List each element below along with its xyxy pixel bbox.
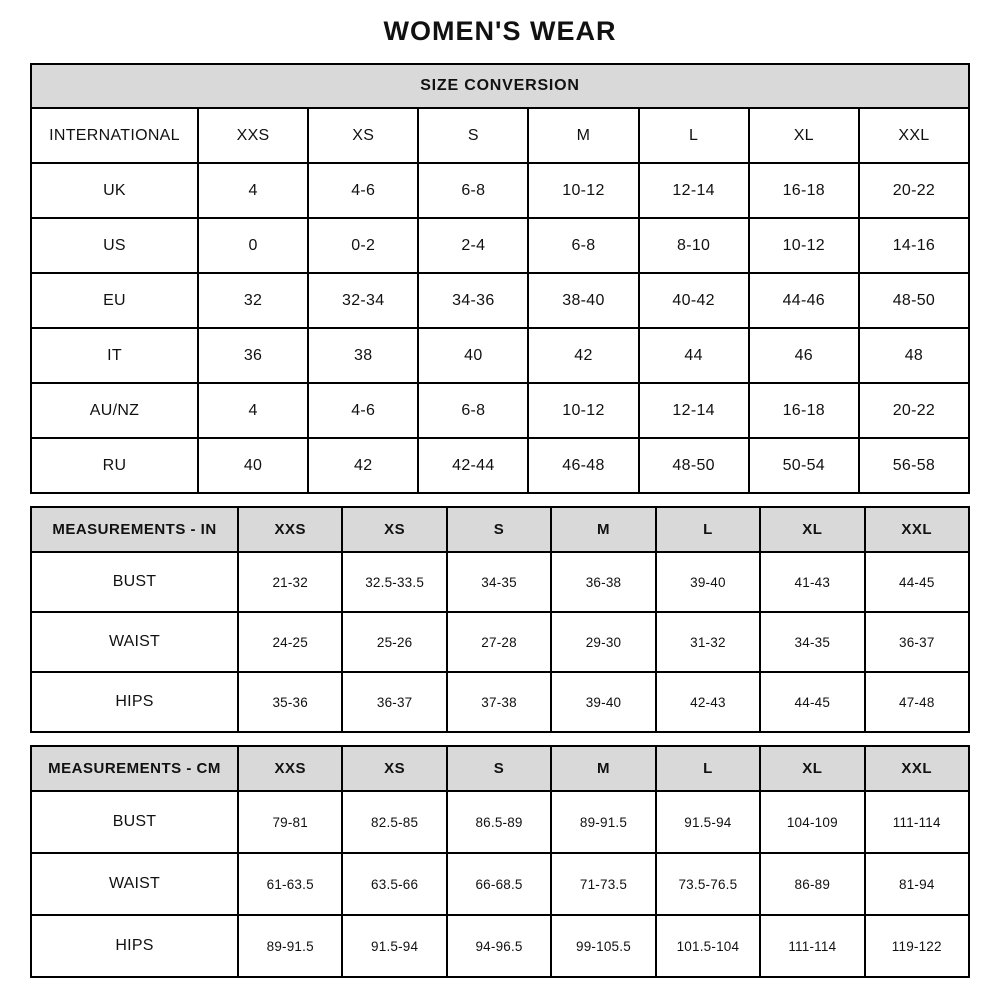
cell: 91.5-94 — [342, 915, 446, 977]
header-cell: XL — [760, 507, 864, 552]
cell: 20-22 — [859, 163, 969, 218]
cell: 56-58 — [859, 438, 969, 493]
cell: 89-91.5 — [551, 791, 655, 853]
cell: 50-54 — [749, 438, 859, 493]
cell: 99-105.5 — [551, 915, 655, 977]
cell: 12-14 — [639, 163, 749, 218]
cell: 32-34 — [308, 273, 418, 328]
cell: 25-26 — [342, 612, 446, 672]
table-row — [31, 672, 969, 732]
header-cell: MEASUREMENTS - CM — [31, 746, 238, 791]
table-row — [31, 915, 969, 977]
header-cell: S — [447, 746, 551, 791]
cell: 27-28 — [447, 612, 551, 672]
size-conversion-title: SIZE CONVERSION — [31, 64, 969, 108]
cell: 66-68.5 — [447, 853, 551, 915]
cell: 111-114 — [760, 915, 864, 977]
header-cell: XXS — [238, 746, 342, 791]
table-row — [31, 853, 969, 915]
cell: 111-114 — [865, 791, 969, 853]
table-row — [31, 328, 969, 383]
cell: 46-48 — [528, 438, 638, 493]
cell: 34-35 — [447, 552, 551, 612]
cell: 4 — [198, 383, 308, 438]
row-label: HIPS — [31, 672, 238, 732]
cell: 4 — [198, 163, 308, 218]
size-conversion-table — [30, 63, 970, 494]
cell: 38 — [308, 328, 418, 383]
cell: 46 — [749, 328, 859, 383]
cell: 10-12 — [528, 163, 638, 218]
cell: 71-73.5 — [551, 853, 655, 915]
row-label: UK — [31, 163, 198, 218]
table-row — [31, 552, 969, 612]
cell: 6-8 — [418, 383, 528, 438]
cell: 40 — [418, 328, 528, 383]
cell: 16-18 — [749, 163, 859, 218]
cell: 34-35 — [760, 612, 864, 672]
table-row — [31, 218, 969, 273]
cell: 44-45 — [865, 552, 969, 612]
table-row — [31, 383, 969, 438]
table-title-row — [31, 64, 969, 108]
cell: 29-30 — [551, 612, 655, 672]
page-title: WOMEN'S WEAR — [383, 16, 617, 46]
cell: 42 — [528, 328, 638, 383]
cell: 48 — [859, 328, 969, 383]
cell: 10-12 — [528, 383, 638, 438]
cell: 36-37 — [865, 612, 969, 672]
table-row — [31, 438, 969, 493]
cell: 16-18 — [749, 383, 859, 438]
table-header-row — [31, 108, 969, 163]
cell: 20-22 — [859, 383, 969, 438]
cell: 81-94 — [865, 853, 969, 915]
cell: 42-43 — [656, 672, 760, 732]
cell: 48-50 — [859, 273, 969, 328]
cell: 61-63.5 — [238, 853, 342, 915]
cell: 91.5-94 — [656, 791, 760, 853]
cell: 86-89 — [760, 853, 864, 915]
header-cell: L — [639, 108, 749, 163]
cell: 44-45 — [760, 672, 864, 732]
cell: 89-91.5 — [238, 915, 342, 977]
cell: 119-122 — [865, 915, 969, 977]
cell: 104-109 — [760, 791, 864, 853]
header-cell: M — [551, 746, 655, 791]
cell: 32.5-33.5 — [342, 552, 446, 612]
cell: 10-12 — [749, 218, 859, 273]
table-row — [31, 163, 969, 218]
header-cell: XS — [308, 108, 418, 163]
cell: 40 — [198, 438, 308, 493]
header-cell: S — [447, 507, 551, 552]
cell: 2-4 — [418, 218, 528, 273]
row-label: IT — [31, 328, 198, 383]
header-cell: XS — [342, 746, 446, 791]
table-header-row — [31, 746, 969, 791]
cell: 86.5-89 — [447, 791, 551, 853]
cell: 44 — [639, 328, 749, 383]
cell: 4-6 — [308, 163, 418, 218]
cell: 0-2 — [308, 218, 418, 273]
row-label: RU — [31, 438, 198, 493]
cell: 48-50 — [639, 438, 749, 493]
header-cell: XL — [749, 108, 859, 163]
header-cell: M — [551, 507, 655, 552]
cell: 4-6 — [308, 383, 418, 438]
cell: 0 — [198, 218, 308, 273]
cell: 35-36 — [238, 672, 342, 732]
cell: 8-10 — [639, 218, 749, 273]
header-cell: XXL — [865, 507, 969, 552]
cell: 73.5-76.5 — [656, 853, 760, 915]
cell: 34-36 — [418, 273, 528, 328]
table-header-row — [31, 507, 969, 552]
cell: 101.5-104 — [656, 915, 760, 977]
measurements-in-table — [30, 506, 970, 733]
row-label: AU/NZ — [31, 383, 198, 438]
header-cell: XXS — [238, 507, 342, 552]
header-cell: MEASUREMENTS - IN — [31, 507, 238, 552]
cell: 44-46 — [749, 273, 859, 328]
header-cell: XXL — [865, 746, 969, 791]
cell: 42 — [308, 438, 418, 493]
row-label: WAIST — [31, 612, 238, 672]
cell: 38-40 — [528, 273, 638, 328]
header-cell: INTERNATIONAL — [31, 108, 198, 163]
cell: 21-32 — [238, 552, 342, 612]
cell: 12-14 — [639, 383, 749, 438]
cell: 31-32 — [656, 612, 760, 672]
header-cell: XL — [760, 746, 864, 791]
header-cell: L — [656, 507, 760, 552]
cell: 79-81 — [238, 791, 342, 853]
table-row — [31, 273, 969, 328]
header-cell: XS — [342, 507, 446, 552]
cell: 24-25 — [238, 612, 342, 672]
cell: 42-44 — [418, 438, 528, 493]
row-label: EU — [31, 273, 198, 328]
row-label: BUST — [31, 791, 238, 853]
table-row — [31, 791, 969, 853]
cell: 82.5-85 — [342, 791, 446, 853]
header-cell: XXS — [198, 108, 308, 163]
cell: 6-8 — [418, 163, 528, 218]
cell: 37-38 — [447, 672, 551, 732]
cell: 36 — [198, 328, 308, 383]
cell: 41-43 — [760, 552, 864, 612]
header-cell: L — [656, 746, 760, 791]
cell: 47-48 — [865, 672, 969, 732]
cell: 39-40 — [656, 552, 760, 612]
cell: 63.5-66 — [342, 853, 446, 915]
cell: 36-37 — [342, 672, 446, 732]
row-label: HIPS — [31, 915, 238, 977]
cell: 40-42 — [639, 273, 749, 328]
row-label: WAIST — [31, 853, 238, 915]
cell: 6-8 — [528, 218, 638, 273]
header-cell: XXL — [859, 108, 969, 163]
table-row — [31, 612, 969, 672]
cell: 14-16 — [859, 218, 969, 273]
header-cell: M — [528, 108, 638, 163]
cell: 94-96.5 — [447, 915, 551, 977]
cell: 36-38 — [551, 552, 655, 612]
header-cell: S — [418, 108, 528, 163]
measurements-cm-table — [30, 745, 970, 978]
row-label: US — [31, 218, 198, 273]
row-label: BUST — [31, 552, 238, 612]
cell: 39-40 — [551, 672, 655, 732]
cell: 32 — [198, 273, 308, 328]
